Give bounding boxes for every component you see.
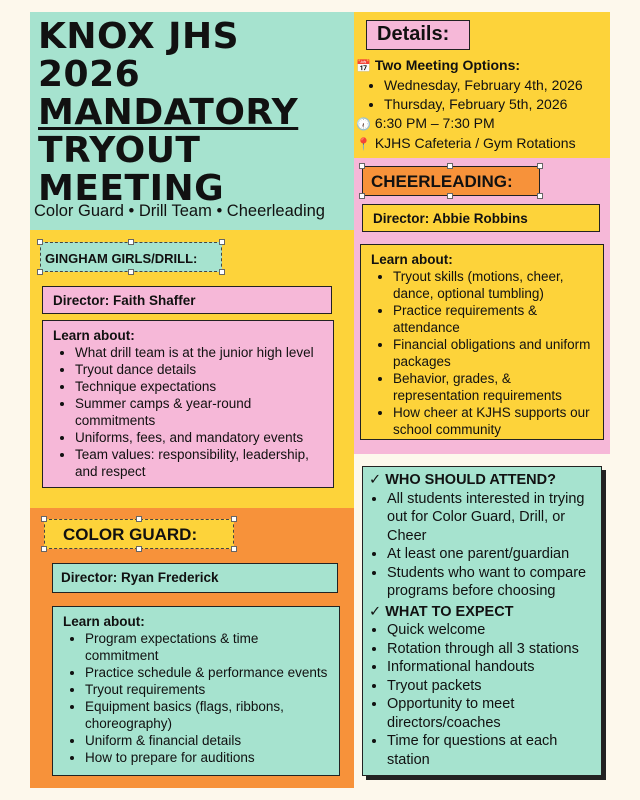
list-item: • Rotation through all 3 stations [387, 640, 595, 659]
details-heading: Details: [366, 20, 470, 50]
meeting-time: 🕡 6:30 PM – 7:30 PM [356, 114, 608, 134]
meeting-date: • Wednesday, February 4th, 2026 [384, 76, 608, 95]
list-item: • All students interested in trying out for Color Guard, Drill, or Cheer [387, 490, 595, 546]
list-item: • Informational handouts [387, 658, 595, 677]
meeting-location: 📍 KJHS Cafeteria / Gym Rotations [356, 134, 608, 154]
location-pin-icon: 📍 [356, 137, 371, 151]
expect-heading: ✓ WHAT TO EXPECT [369, 603, 514, 620]
drill-panel [30, 230, 354, 508]
check-icon: ✓ [369, 472, 382, 488]
list-item: • Practice schedule & performance events [85, 664, 329, 681]
list-item: • Opportunity to meet directors/coaches [387, 695, 595, 732]
cheer-heading: CHEERLEADING: [362, 166, 540, 196]
check-icon: ✓ [369, 603, 382, 620]
list-item: • Quick welcome [387, 621, 595, 640]
list-item: • Uniform & financial details [85, 732, 329, 749]
details-panel [354, 12, 610, 158]
list-item: • Students who want to compare programs before choosing [387, 564, 595, 601]
guard-director: Director: Ryan Frederick [52, 563, 338, 593]
attend-heading: ✓ WHO SHOULD ATTEND? [369, 472, 556, 488]
guard-panel [30, 508, 354, 788]
drill-heading: GINGHAM GIRLS/DRILL: [40, 242, 222, 272]
list-item: • Program expectations & time commitment [85, 630, 329, 664]
clock-icon: 🕡 [356, 117, 371, 131]
list-item: • At least one parent/guardian [387, 545, 595, 564]
subtitle: Color Guard • Drill Team • Cheerleading [34, 202, 325, 220]
list-item: • Tryout requirements [85, 681, 329, 698]
list-item: • Tryout skills (motions, cheer, dance, optional tumbling) [393, 268, 593, 302]
list-item: • Financial obligations and uniform packages [393, 336, 593, 370]
cheer-panel [354, 158, 610, 454]
meeting-date: • Thursday, February 5th, 2026 [384, 95, 608, 114]
cheer-director: Director: Abbie Robbins [362, 204, 600, 232]
title-panel [30, 12, 354, 230]
meeting-options-label: 📅 Two Meeting Options: [356, 56, 608, 76]
list-item: • Technique expectations [75, 378, 323, 395]
list-item: • Uniforms, fees, and mandatory events [75, 429, 323, 446]
page-title: KNOX JHS 2026 MANDATORY TRYOUT MEETING [38, 16, 299, 209]
list-item: • Equipment basics (flags, ribbons, choreography) [85, 698, 329, 732]
list-item: • Tryout dance details [75, 361, 323, 378]
drill-director: Director: Faith Shaffer [42, 286, 332, 314]
list-item: • Summer camps & year-round commitments [75, 395, 323, 429]
attend-panel [362, 466, 602, 776]
guard-learn-box: Learn about: • Program expectations & time commitment • Practice schedule & performance events • Tryout requirements • Equipment basics (flags, ribbons, choreography) • Uniform & financial details • How to prepare for auditions [52, 606, 340, 776]
list-item: • Team values: responsibility, leadership, and respect [75, 446, 323, 480]
guard-heading: COLOR GUARD: [44, 519, 234, 549]
list-item: • Behavior, grades, & representation requirements [393, 370, 593, 404]
list-item: • How to prepare for auditions [85, 749, 329, 766]
cheer-learn-box: Learn about: • Tryout skills (motions, cheer, dance, optional tumbling) • Practice requirements & attendance • Financial obligations and uniform packages • Behavior, grades, & representation requirements • How cheer at KJHS supports our school community [360, 244, 604, 440]
calendar-icon: 📅 [356, 59, 371, 73]
drill-learn-box: Learn about: • What drill team is at the junior high level • Tryout dance details • Technique expectations • Summer camps & year-round commitments • Uniforms, fees, and mandatory events • Team values: responsibility, leadership, and respect [42, 320, 334, 488]
list-item: • What drill team is at the junior high level [75, 344, 323, 361]
list-item: • Practice requirements & attendance [393, 302, 593, 336]
list-item: • Tryout packets [387, 677, 595, 696]
list-item: • How cheer at KJHS supports our school community [393, 404, 593, 438]
list-item: • Time for questions at each station [387, 732, 595, 769]
